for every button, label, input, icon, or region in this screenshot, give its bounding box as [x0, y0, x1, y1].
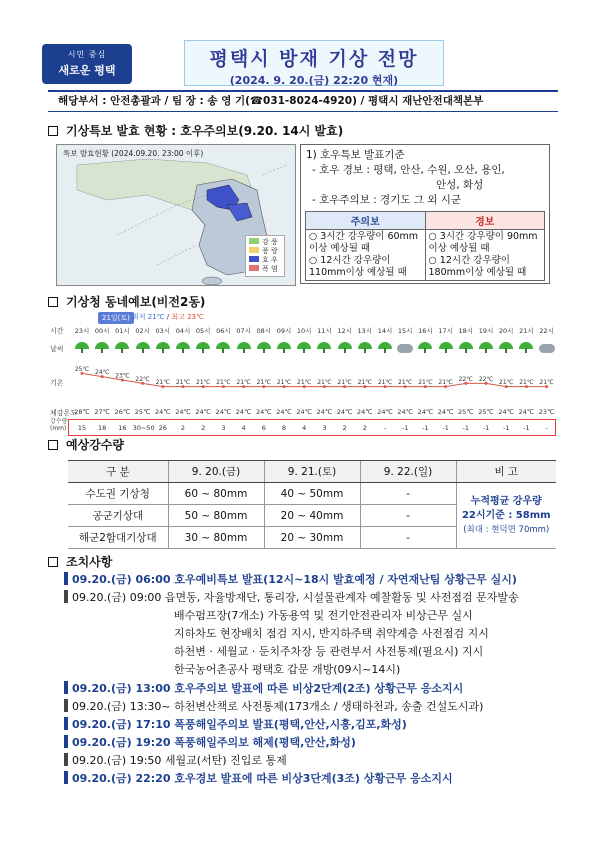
- hour-label: 18시: [458, 327, 474, 335]
- hour-label: 21시: [519, 327, 534, 335]
- hour-label: 15시: [397, 327, 413, 335]
- umbrella-icon: [196, 342, 210, 353]
- feels-like-value: 24℃: [336, 408, 353, 416]
- temp-line: [82, 373, 547, 386]
- hour-label: 03시: [155, 327, 171, 335]
- umbrella-icon: [216, 342, 230, 353]
- hour-label: 13시: [357, 327, 373, 335]
- umbrella-icon: [459, 342, 473, 353]
- action-item: 09.20.(금) 22:20 호우경보 발표에 따른 비상3단계(3조) 상황근무 응소지시: [64, 770, 564, 787]
- feels-like-value: 24℃: [296, 408, 312, 416]
- feels-like-value: 24℃: [256, 408, 272, 416]
- feels-like-value: 23℃: [538, 408, 555, 416]
- umbrella-icon: [499, 342, 513, 353]
- feels-like-value: 26℃: [114, 408, 131, 416]
- feels-like-value: 25℃: [458, 408, 474, 416]
- criteria-warning-line-cont: 안성, 화성: [436, 179, 484, 191]
- feels-like-value: 28℃: [74, 408, 90, 416]
- rain-value: 2: [180, 424, 186, 432]
- action-item: 09.20.(금) 09:00 읍면동, 자율방재단, 통리장, 시설물관계자 예찰활동 및 사전점검 문자발송: [64, 589, 564, 606]
- legend-item: 강 풍: [249, 238, 281, 247]
- temp-label: 21℃: [499, 379, 514, 387]
- umbrella-icon: [338, 342, 352, 353]
- bullet-bar-icon: [64, 572, 68, 585]
- feels-like-value: 24℃: [518, 408, 535, 416]
- table-header: 구 분: [68, 461, 168, 483]
- feels-like-value: 24℃: [377, 408, 393, 416]
- criteria-heading: 1) 호우특보 발표기준: [306, 149, 405, 161]
- temp-label: 22℃: [135, 375, 150, 383]
- legend-swatch: [249, 247, 259, 253]
- hour-label: 00시: [94, 327, 110, 335]
- row-label-feels: 체감온도: [50, 409, 78, 417]
- hour-label: 20시: [498, 327, 514, 335]
- criteria-warning-line: - 호우 경보 : 평택, 안산, 수원, 오산, 용인,: [312, 164, 505, 176]
- rain-value: -1: [401, 424, 409, 432]
- hour-label: 12시: [337, 327, 352, 335]
- table-header: 9. 20.(금): [168, 461, 264, 483]
- city-logo: [42, 44, 132, 84]
- rain-expectation-table: [68, 460, 556, 549]
- rain-value: 8: [281, 424, 287, 432]
- square-bullet-icon: [48, 126, 58, 136]
- row-label-rain: 강수량(mm): [50, 418, 68, 432]
- section-rain-expectation: [48, 436, 124, 453]
- temp-label: 25℃: [74, 366, 90, 373]
- umbrella-icon: [115, 342, 129, 353]
- warning-header: 경보: [425, 212, 545, 230]
- temp-label: 22℃: [458, 375, 473, 383]
- table-row: 공군기상대 50 ~ 80mm 20 ~ 40mm -: [68, 505, 556, 527]
- umbrella-icon: [418, 342, 432, 353]
- page-title: 평택시 방재 기상 전망: [209, 48, 419, 70]
- square-bullet-icon: [48, 440, 58, 450]
- hour-label: 07시: [236, 327, 251, 335]
- temp-label: 21℃: [196, 379, 211, 387]
- hour-label: 05시: [195, 327, 211, 335]
- umbrella-icon: [519, 342, 533, 353]
- temp-label: 21℃: [297, 379, 312, 387]
- section-title: 조치사항: [66, 555, 113, 569]
- umbrella-icon: [439, 342, 453, 353]
- hour-label: 14시: [377, 327, 393, 335]
- rain-value: -1: [442, 424, 449, 432]
- hour-label: 02시: [135, 327, 150, 335]
- row-label-weather: 날씨: [50, 345, 64, 353]
- section-forecast: [48, 293, 205, 310]
- feels-like-value: 24℃: [437, 408, 454, 416]
- hour-label: 08시: [256, 327, 272, 335]
- legend-item: 풍 랑: [249, 247, 281, 256]
- map-caption: 특보 발효현황 (2024.09.20. 23:00 이후): [63, 149, 204, 158]
- alert-criteria: [300, 144, 550, 284]
- temp-label: 21℃: [317, 379, 332, 387]
- hour-label: 11시: [317, 327, 332, 335]
- day-tag: 21일(토): [98, 312, 134, 324]
- rain-value: 18: [98, 424, 107, 432]
- hour-label: 01시: [115, 327, 130, 335]
- umbrella-icon: [237, 342, 251, 353]
- warning-criteria: ○ 3시간 강우량이 90mm 이상 예상될 때 ○ 12시간 강우량이 180mm이상 예상될 때: [425, 230, 545, 281]
- umbrella-icon: [358, 342, 372, 353]
- rain-value: 15: [77, 424, 87, 432]
- bullet-bar-icon: [64, 681, 68, 694]
- rain-value: -1: [482, 424, 490, 432]
- temp-label: 21℃: [175, 379, 191, 387]
- feels-like-value: 24℃: [175, 408, 191, 416]
- action-item: 09.20.(금) 19:50 세월교(서탄) 진입로 통제: [64, 752, 564, 769]
- rain-value: 16: [118, 424, 127, 432]
- feels-like-value: 24℃: [276, 408, 292, 416]
- feels-like-value: 24℃: [316, 408, 333, 416]
- rain-value: -: [383, 424, 387, 432]
- hour-label: 22시: [539, 327, 554, 335]
- legend-swatch: [249, 265, 259, 271]
- umbrella-icon: [75, 342, 89, 353]
- temp-label: 21℃: [377, 379, 393, 387]
- feels-like-value: 24℃: [498, 408, 514, 416]
- map-legend: [245, 235, 285, 277]
- temp-line-chart: [72, 366, 562, 396]
- umbrella-icon: [136, 342, 150, 353]
- action-item: 09.20.(금) 13:00 호우주의보 발표에 따른 비상2단계(2조) 상황근무 응소지시: [64, 680, 564, 697]
- temp-label: 21℃: [398, 379, 413, 387]
- bullet-bar-icon: [64, 771, 68, 784]
- action-sub-line: 한국농어촌공사 평택호 갑문 개방(09시~14시): [174, 663, 401, 676]
- rain-value: 30~50: [132, 424, 155, 432]
- legend-swatch: [249, 256, 259, 262]
- rain-value: -: [545, 424, 548, 432]
- legend-item: 호 우: [249, 256, 281, 265]
- temp-label: 24℃: [95, 369, 110, 377]
- hour-label: 23시: [74, 327, 90, 335]
- action-item: 09.20.(금) 19:20 폭풍해일주의보 해제(평택,안산,화성): [64, 734, 564, 751]
- temp-label: 21℃: [337, 379, 352, 387]
- temp-label: 21℃: [438, 379, 453, 387]
- rain-note: 누적평균 강우량 22시기준 : 58mm (최대 : 현덕면 70mm): [456, 483, 556, 549]
- table-header: 9. 21.(토): [264, 461, 360, 483]
- action-item: 09.20.(금) 13:30~ 하천변산책로 사전통제(173개소 / 생태하천과, 송출 건설도시과): [64, 698, 564, 715]
- section-title: 기상청 동네예보(비전2동): [66, 295, 206, 309]
- forecast-strip: [50, 312, 555, 440]
- temp-label: 21℃: [216, 379, 231, 387]
- section-actions: [48, 553, 112, 570]
- action-sub-line: 지하차도 현장배치 점검 지시, 반지하주택 취약계층 사전점검 지시: [174, 627, 489, 640]
- table-row: 해군2함대기상대 30 ~ 80mm 20 ~ 30mm -: [68, 527, 556, 549]
- umbrella-icon: [297, 342, 311, 353]
- hour-label: 19시: [478, 327, 494, 335]
- rain-value: 4: [302, 424, 307, 432]
- hour-label: 06시: [216, 327, 231, 335]
- rain-value: 4: [241, 424, 246, 432]
- temp-label: 21℃: [276, 379, 292, 387]
- legend-swatch: [249, 238, 259, 244]
- criteria-watch-line: - 호우주의보 : 경기도 그 외 시군: [312, 194, 462, 206]
- rain-value: 2: [362, 424, 367, 432]
- row-label-temp: 기온: [50, 379, 64, 387]
- page-datetime: (2024. 9. 20.(금) 22:20 현재): [229, 74, 399, 87]
- temp-label: 21℃: [357, 379, 372, 387]
- rain-value: 3: [322, 424, 327, 432]
- table-row: 수도권 기상청 60 ~ 80mm 40 ~ 50mm - 누적평균 강우량 22시기준 : 58mm (최대 : 현덕면 70mm): [68, 483, 556, 505]
- temp-label: 21℃: [155, 379, 170, 387]
- feels-like-value: 25℃: [478, 408, 494, 416]
- logo-big-text: 새로운 평택: [58, 64, 116, 77]
- feels-like-value: 24℃: [417, 408, 434, 416]
- bullet-bar-icon: [64, 699, 68, 712]
- logo-small-text: 시민 중심: [67, 50, 107, 59]
- bullet-bar-icon: [64, 717, 68, 730]
- row-label-time: 시간: [50, 327, 64, 335]
- feels-like-value: 27℃: [94, 408, 110, 416]
- title-box: [184, 40, 444, 86]
- temp-label: 21℃: [519, 379, 534, 387]
- umbrella-icon: [176, 342, 190, 353]
- watch-header: 주의보: [306, 212, 426, 230]
- alert-map: [56, 144, 296, 286]
- temp-label: 21℃: [256, 379, 271, 387]
- bullet-bar-icon: [64, 590, 68, 603]
- action-sub-line: 배수펌프장(7개소) 가동용역 및 전기안전관리자 비상근무 실시: [174, 609, 473, 622]
- department-line: 해당부서 : 안전총괄과 / 팀 장 : 송 영 기(☎031-8024-4920) / 평택시 재난안전대책본부: [48, 90, 558, 112]
- rain-value: -1: [462, 424, 470, 432]
- min-max-temp: 최저 21℃ / 최고 23℃: [132, 313, 204, 321]
- header: [34, 40, 571, 88]
- bullet-bar-icon: [64, 753, 68, 766]
- hour-label: 04시: [175, 327, 191, 335]
- feels-like-value: 24℃: [215, 408, 232, 416]
- hour-label: 10시: [296, 327, 312, 335]
- cloud-icon: [539, 344, 555, 353]
- temp-label: 22℃: [478, 375, 494, 383]
- rain-value: -1: [523, 424, 530, 432]
- rain-value: 26: [158, 424, 167, 432]
- table-header: 9. 22.(일): [360, 461, 456, 483]
- umbrella-icon: [277, 342, 291, 353]
- temp-label: 21℃: [539, 379, 554, 387]
- umbrella-icon: [317, 342, 331, 353]
- action-item: 09.20.(금) 17:10 폭풍해일주의보 발표(평택,안산,시흥,김포,화성): [64, 716, 564, 733]
- section-title: 기상특보 발효 현황 : 호우주의보(9.20. 14시 발효): [66, 124, 344, 138]
- action-sub-line: 하천변 · 세월교 · 둔치주차장 등 관련부서 사전통제(필요시) 지시: [174, 645, 484, 658]
- feels-like-value: 24℃: [235, 408, 252, 416]
- bullet-bar-icon: [64, 735, 68, 748]
- feels-like-value: 24℃: [397, 408, 413, 416]
- table-header: 비 고: [456, 461, 556, 483]
- hour-label: 16시: [418, 327, 433, 335]
- feels-like-value: 25℃: [134, 408, 151, 416]
- watch-criteria: ○ 3시간 강우량이 60mm 이상 예상될 때 ○ 12시간 강우량이 110mm이상 예상될 때: [306, 230, 426, 281]
- temp-label: 21℃: [236, 379, 251, 387]
- feels-like-value: 24℃: [155, 408, 171, 416]
- hour-label: 09시: [276, 327, 292, 335]
- feels-like-value: 24℃: [195, 408, 211, 416]
- cloud-icon: [397, 344, 413, 353]
- action-item: 09.20.(금) 06:00 호우예비특보 발표(12시~18시 발효예정 / 자연재난팀 상황근무 실시): [64, 571, 564, 588]
- rain-value: 2: [342, 424, 347, 432]
- umbrella-icon: [257, 342, 271, 353]
- temp-label: 21℃: [418, 379, 433, 387]
- rain-value: -1: [502, 424, 510, 432]
- section-title: 예상강수량: [66, 438, 124, 452]
- umbrella-icon: [378, 342, 392, 353]
- rain-value: 2: [201, 424, 206, 432]
- rain-value: -1: [422, 424, 429, 432]
- criteria-table: [305, 211, 545, 281]
- square-bullet-icon: [48, 557, 58, 567]
- umbrella-icon: [95, 342, 109, 353]
- hour-label: 17시: [438, 327, 453, 335]
- section-weather-alert: [48, 122, 343, 139]
- feels-like-value: 24℃: [357, 408, 373, 416]
- umbrella-icon: [156, 342, 170, 353]
- umbrella-icon: [479, 342, 493, 353]
- legend-item: 폭 염: [249, 265, 281, 274]
- rain-value: 6: [261, 424, 266, 432]
- square-bullet-icon: [48, 297, 58, 307]
- temp-label: 23℃: [115, 372, 130, 380]
- rain-value: 3: [221, 424, 226, 432]
